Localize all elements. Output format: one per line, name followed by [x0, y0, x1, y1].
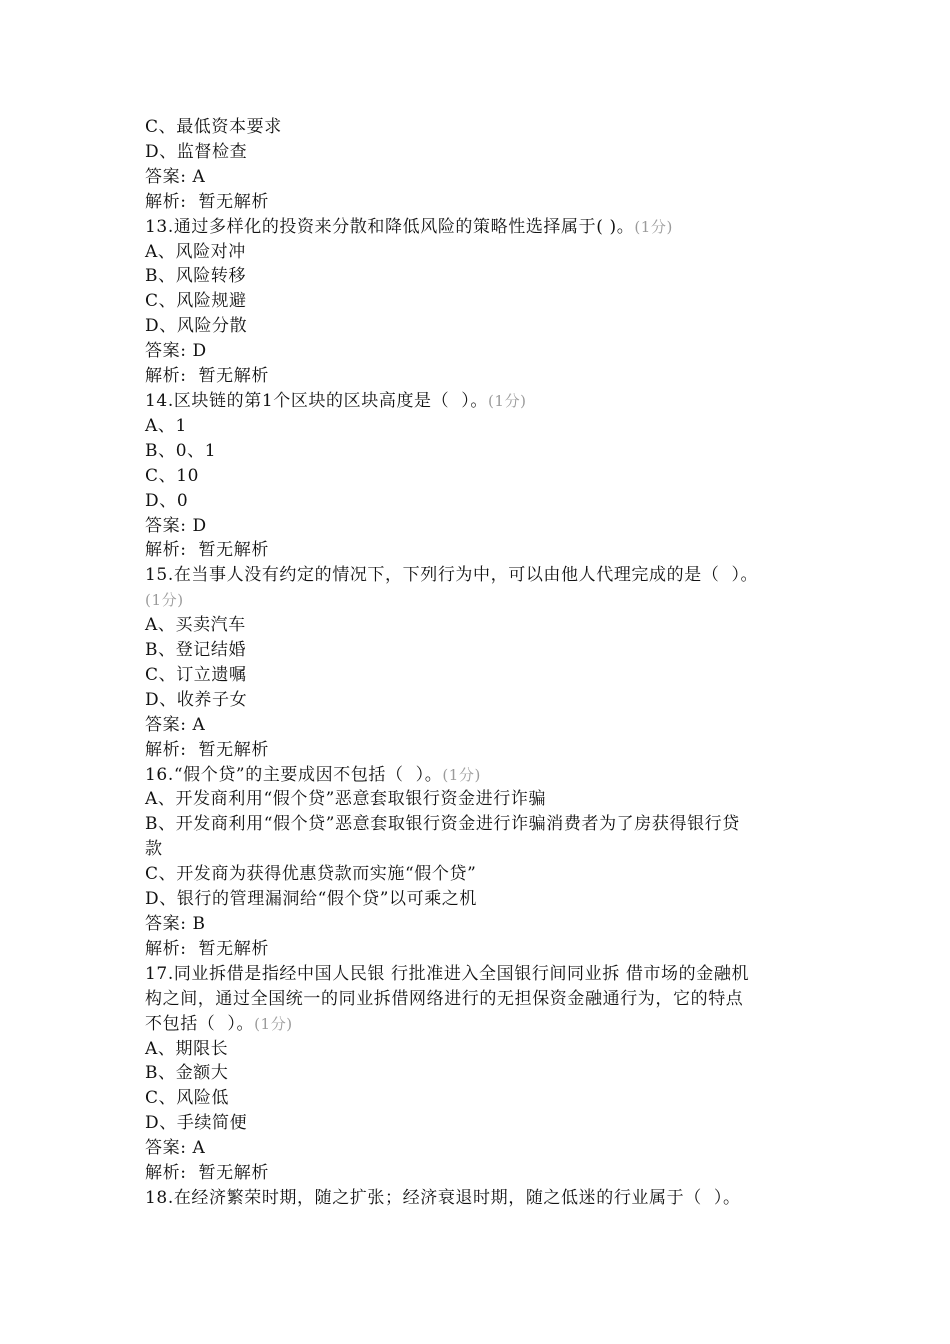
line-text: A、开发商利用“假个贷”恶意套取银行资金进行诈骗 — [145, 789, 547, 810]
text-line — [145, 1136, 815, 1161]
line-text: A、买卖汽车 — [145, 615, 246, 636]
text-line — [145, 638, 815, 663]
text-line — [145, 787, 815, 812]
line-text: C、风险低 — [145, 1088, 230, 1109]
line-text: B、0、1 — [145, 440, 217, 461]
text-line — [145, 862, 815, 887]
text-line — [145, 264, 815, 289]
text-line — [145, 1061, 815, 1086]
line-text: C、10 — [145, 465, 200, 486]
text-line — [145, 688, 815, 713]
text-line — [145, 165, 815, 190]
line-text: D、风险分散 — [145, 316, 248, 337]
line-text: D、监督检查 — [145, 141, 248, 162]
line-text: 解析: 暂无解析 — [145, 366, 269, 387]
text-line — [145, 1161, 815, 1186]
text-line — [145, 588, 815, 613]
line-text: 款 — [145, 839, 163, 860]
line-text: 17.同业拆借是指经中国人民银 行批准进入全国银行间同业拆 借市场的金融机 — [145, 963, 750, 984]
line-text: 18.在经济繁荣时期，随之扩张；经济衰退时期，随之低迷的行业属于（ ）。 — [145, 1187, 741, 1208]
line-text: 答案: D — [145, 341, 207, 362]
line-text: 答案: A — [145, 714, 206, 735]
text-line — [145, 339, 815, 364]
line-text: 答案: D — [145, 515, 207, 536]
line-text: D、收养子女 — [145, 689, 248, 710]
line-text: 13.通过多样化的投资来分散和降低风险的策略性选择属于( )。 — [145, 216, 635, 237]
score-label: (1分) — [145, 591, 184, 610]
text-line — [145, 514, 815, 539]
text-line — [145, 1037, 815, 1062]
line-text: 解析: 暂无解析 — [145, 1163, 269, 1184]
text-line — [145, 912, 815, 937]
text-line — [145, 987, 815, 1012]
text-line — [145, 489, 815, 514]
text-line — [145, 887, 815, 912]
line-text: C、开发商为获得优惠贷款而实施“假个贷” — [145, 864, 477, 885]
text-line — [145, 812, 815, 837]
text-line — [145, 1012, 815, 1037]
line-text: B、开发商利用“假个贷”恶意套取银行资金进行诈骗消费者为了房获得银行贷 — [145, 814, 740, 835]
line-text: D、银行的管理漏洞给“假个贷”以可乘之机 — [145, 889, 478, 910]
line-text: 构之间，通过全国统一的同业拆借网络进行的无担保资金融通行为，它的特点 — [145, 988, 744, 1009]
text-line — [145, 439, 815, 464]
text-line — [145, 215, 815, 240]
line-text: C、最低资本要求 — [145, 117, 282, 137]
text-line — [145, 389, 815, 414]
line-text: D、手续简便 — [145, 1113, 248, 1134]
line-text: B、风险转移 — [145, 266, 247, 287]
text-line — [145, 364, 815, 389]
line-text: 14.区块链的第1个区块的区块高度是（ ）。 — [145, 390, 488, 411]
text-line — [145, 1186, 815, 1211]
text-line — [145, 314, 815, 339]
score-label: (1分) — [634, 217, 673, 236]
line-text: 解析: 暂无解析 — [145, 191, 269, 212]
line-text: C、风险规避 — [145, 291, 247, 312]
text-line — [145, 937, 815, 962]
text-line — [145, 713, 815, 738]
line-text: 16.“假个贷”的主要成因不包括（ ）。 — [145, 764, 443, 785]
line-text: A、1 — [145, 415, 187, 436]
text-line — [145, 563, 815, 588]
line-text: D、0 — [145, 490, 189, 511]
text-line — [145, 613, 815, 638]
line-text: B、金额大 — [145, 1063, 229, 1084]
line-text: 不包括（ ）。 — [145, 1013, 255, 1034]
line-text: B、登记结婚 — [145, 640, 247, 661]
text-line — [145, 738, 815, 763]
line-text: 解析: 暂无解析 — [145, 739, 269, 760]
line-text: C、订立遗嘱 — [145, 664, 247, 685]
text-line — [145, 289, 815, 314]
text-line — [145, 837, 815, 862]
text-line — [145, 140, 815, 165]
score-label: (1分) — [442, 765, 481, 784]
line-text: 答案: A — [145, 1138, 206, 1159]
text-line — [145, 663, 815, 688]
line-text: 解析: 暂无解析 — [145, 938, 269, 959]
text-line — [145, 414, 815, 439]
text-line — [145, 190, 815, 215]
score-label: (1分) — [487, 391, 527, 410]
text-line — [145, 1086, 815, 1111]
line-text: A、风险对冲 — [145, 241, 246, 262]
text-line — [145, 240, 815, 265]
line-text: A、期限长 — [145, 1038, 229, 1059]
text-line — [145, 763, 815, 788]
text-line — [145, 115, 815, 140]
line-text: 答案: A — [145, 166, 206, 187]
text-line — [145, 1111, 815, 1136]
score-label: (1分) — [254, 1014, 293, 1033]
text-line — [145, 464, 815, 489]
document-page — [145, 115, 815, 1211]
line-text: 答案: B — [145, 914, 206, 934]
line-text: 解析: 暂无解析 — [145, 540, 269, 561]
line-text: 15.在当事人没有约定的情况下，下列行为中，可以由他人代理完成的是（ ）。 — [145, 565, 759, 586]
text-line — [145, 538, 815, 563]
text-line — [145, 962, 815, 987]
